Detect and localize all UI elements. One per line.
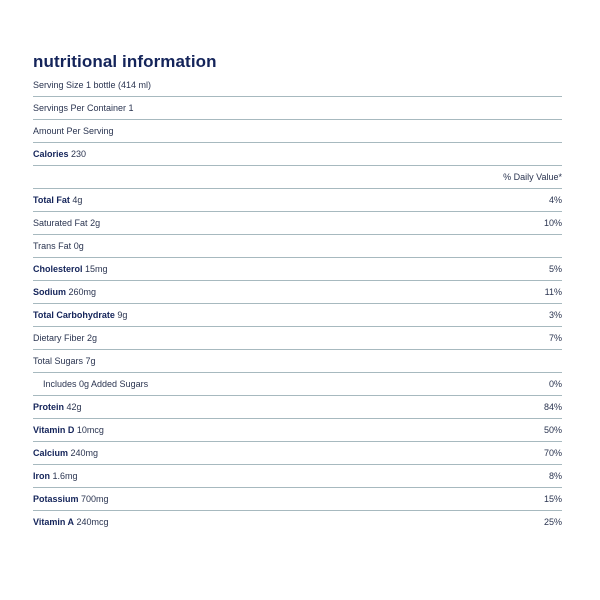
nutrient-row (33, 258, 562, 281)
serving-size-label: Serving Size 1 bottle (414 ml) (33, 80, 152, 90)
nutrient-name: Calcium (33, 448, 69, 458)
nutrient-row (33, 442, 562, 465)
servings-per-container-label: Servings Per Container 1 (33, 103, 134, 113)
nutrient-row (33, 212, 562, 235)
nutrient-label (33, 373, 148, 395)
nutrient-daily-value: 25% (543, 517, 562, 527)
nutrient-row (33, 350, 562, 373)
nutrient-label (33, 488, 109, 510)
nutrient-daily-value: 3% (548, 310, 562, 320)
nutrient-label (33, 442, 98, 464)
nutrient-label (33, 327, 97, 349)
servings-per-container-row (33, 97, 562, 120)
nutrient-label (33, 350, 96, 372)
nutrient-name: Total Sugars (33, 356, 84, 366)
nutrient-name: Sodium (33, 287, 66, 297)
nutrient-daily-value: 70% (543, 448, 562, 458)
nutrient-label (33, 304, 127, 326)
nutrient-name: Saturated Fat (33, 218, 88, 228)
nutrient-name: Dietary Fiber (33, 333, 85, 343)
nutrient-label (33, 396, 82, 418)
nutrient-amount: 10mcg (76, 425, 104, 435)
nutrient-daily-value: 84% (543, 402, 562, 412)
nutrient-daily-value: 0% (548, 379, 562, 389)
nutrient-amount: 2g (87, 333, 98, 343)
nutrient-amount: 260mg (68, 287, 97, 297)
amount-per-serving-label: Amount Per Serving (33, 126, 114, 136)
nutrient-row (33, 304, 562, 327)
nutrient-name: Includes 0g Added Sugars (43, 379, 149, 389)
nutrient-label (33, 212, 100, 234)
nutrient-row (33, 189, 562, 212)
nutrient-amount: 2g (90, 218, 101, 228)
nutrient-amount: 4g (72, 195, 83, 205)
nutrient-amount: 1.6mg (52, 471, 78, 481)
nutrient-daily-value: 8% (548, 471, 562, 481)
panel-title: nutritional information (33, 52, 217, 71)
nutrient-amount: 15mg (85, 264, 108, 274)
nutrient-daily-value: 4% (548, 195, 562, 205)
amount-per-serving-row (33, 120, 562, 143)
nutrient-label (33, 258, 108, 280)
nutrient-row (33, 419, 562, 442)
daily-value-header-row (33, 166, 562, 189)
nutrient-daily-value: 11% (544, 287, 562, 297)
nutrient-row (33, 327, 562, 350)
calories-row (33, 143, 562, 166)
nutrient-label (33, 189, 82, 211)
nutrient-amount: 0g (73, 241, 84, 251)
nutrient-label (33, 465, 78, 487)
nutrient-daily-value: 10% (543, 218, 562, 228)
nutrient-label (33, 419, 104, 441)
nutrient-row (33, 373, 562, 396)
nutrient-daily-value: 50% (543, 425, 562, 435)
calories-value: 230 (71, 149, 87, 159)
calories-label: Calories (33, 149, 69, 159)
nutrient-name: Total Fat (33, 195, 70, 205)
nutrient-amount: 42g (66, 402, 82, 412)
serving-size-row (33, 74, 562, 97)
nutrient-name: Potassium (33, 494, 79, 504)
nutrient-daily-value: 7% (548, 333, 562, 343)
nutrient-amount: 9g (117, 310, 128, 320)
nutrient-label (33, 281, 96, 303)
nutrient-name: Vitamin A (33, 517, 75, 527)
nutrient-amount: 240mg (70, 448, 99, 458)
nutrient-daily-value: 5% (548, 264, 562, 274)
nutrient-row (33, 235, 562, 258)
nutrient-name: Total Carbohydrate (33, 310, 115, 320)
nutrient-row (33, 488, 562, 511)
nutrient-amount: 700mg (81, 494, 109, 504)
nutrient-name: Iron (33, 471, 50, 481)
nutrient-name: Cholesterol (33, 264, 83, 274)
nutrient-row (33, 281, 562, 304)
nutrition-panel (33, 50, 562, 533)
nutrient-row (33, 511, 562, 533)
nutrient-label (33, 235, 84, 257)
nutrient-name: Vitamin D (33, 425, 75, 435)
nutrient-name: Trans Fat (33, 241, 72, 251)
nutrient-row (33, 396, 562, 419)
nutrient-daily-value: 15% (543, 494, 562, 504)
nutrient-label (33, 511, 109, 533)
nutrient-row (33, 465, 562, 488)
nutrient-amount: 240mcg (76, 517, 109, 527)
daily-value-header: % Daily Value* (503, 172, 562, 182)
nutrient-list (33, 189, 562, 533)
nutrient-amount: 7g (85, 356, 96, 366)
nutrient-name: Protein (33, 402, 65, 412)
